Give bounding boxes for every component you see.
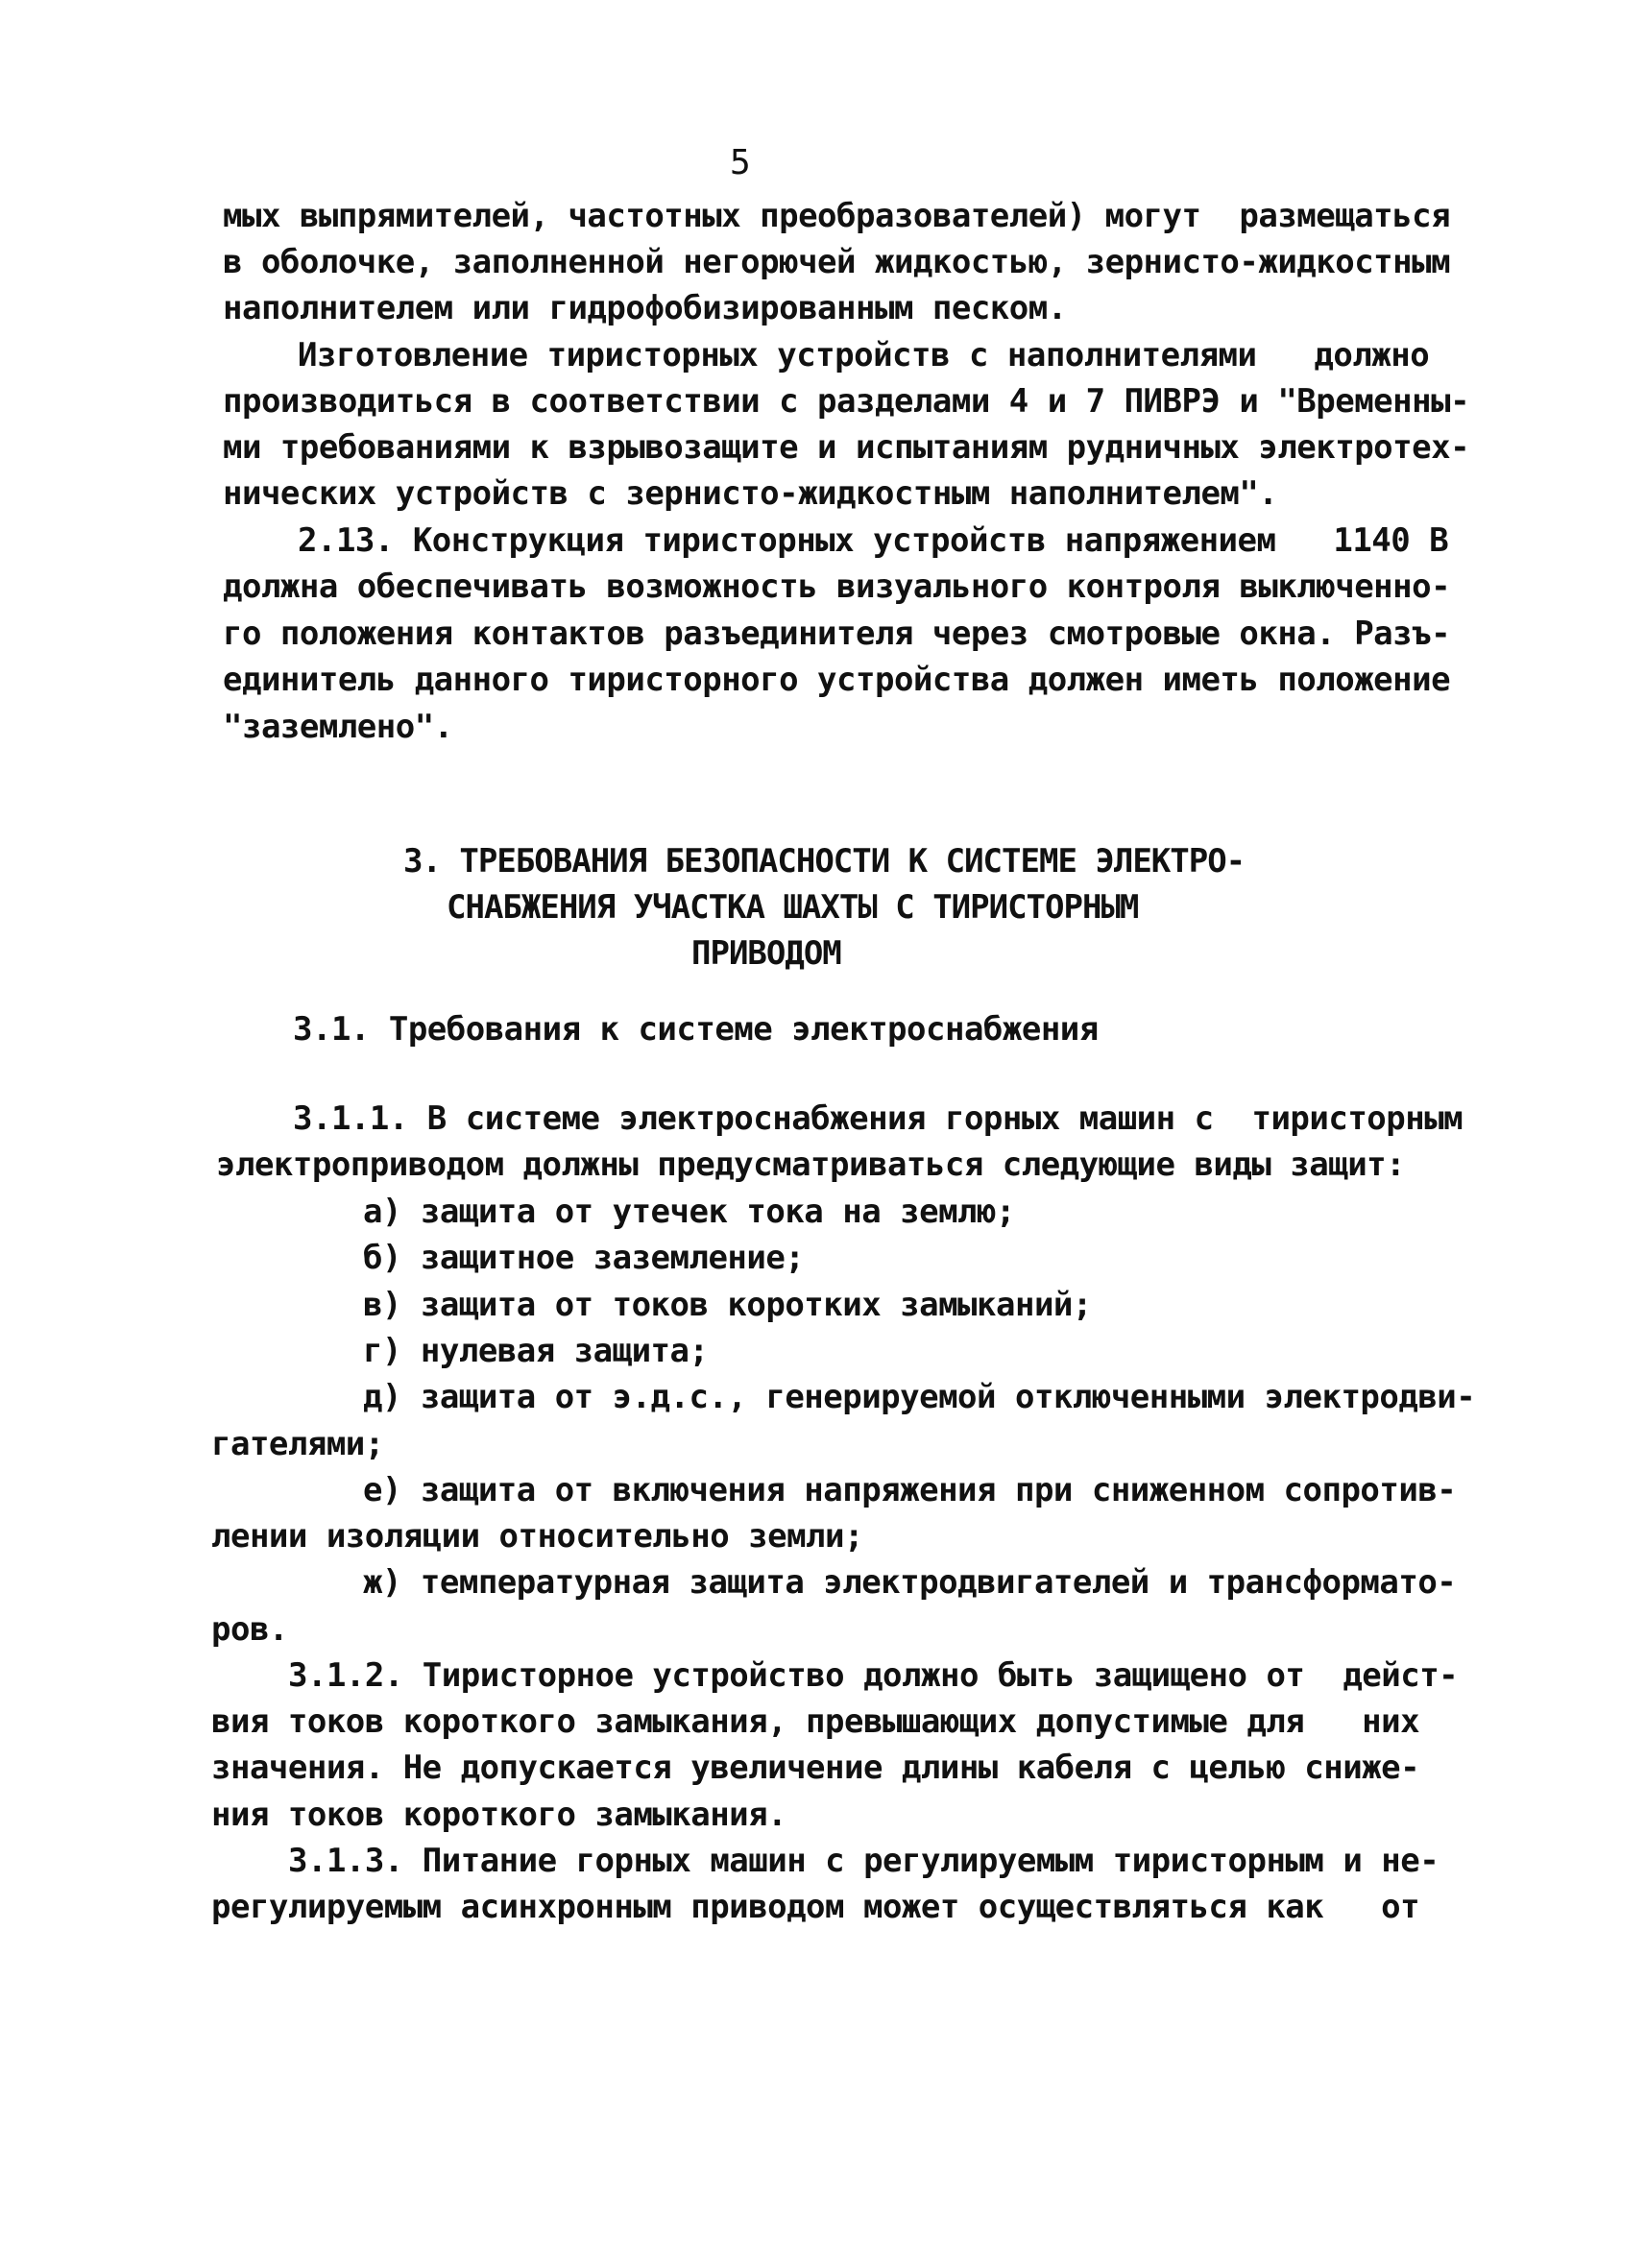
para-313-line-1: 3.1.3. Питание горных машин с регулируемым тиристорным и не- xyxy=(288,1842,1439,1880)
para1-line-1: мых выпрямителей, частотных преобразователей) могут размещаться xyxy=(223,197,1451,235)
list-item-e: е) защита от включения напряжения при сниженном сопротив- xyxy=(363,1471,1457,1509)
section-heading-line-3: ПРИВОДОМ xyxy=(691,934,841,973)
list-item-d: д) защита от э.д.с., генерируемой отключенными электродви- xyxy=(363,1378,1476,1416)
page-number: 5 xyxy=(730,143,751,182)
para-311-line-1: 3.1.1. В системе электроснабжения горных машин с тиристорным xyxy=(293,1099,1464,1138)
list-item-zh-cont: ров. xyxy=(211,1610,288,1649)
para-312-line-3: значения. Не допускается увеличение длины кабеля с целью сниже- xyxy=(211,1749,1420,1787)
para2-line-4: нических устройств с зернисто-жидкостным наполнителем". xyxy=(223,474,1278,513)
list-item-b: б) защитное заземление; xyxy=(363,1239,805,1277)
para-312-line-2: вия токов короткого замыкания, превышающих допустимые для них xyxy=(211,1702,1420,1741)
para2-line-3: ми требованиями к взрывозащите и испытаниям рудничных электротех- xyxy=(223,428,1470,467)
para-311-line-2: электроприводом должны предусматриваться следующие виды защит: xyxy=(216,1146,1406,1184)
list-item-zh: ж) температурная защита электродвигателей и трансформато- xyxy=(363,1563,1457,1602)
para2-line-2: производиться в соответствии с разделами 4 и 7 ПИВРЭ и "Временны- xyxy=(223,382,1470,421)
section-heading-line-1: 3. ТРЕБОВАНИЯ БЕЗОПАСНОСТИ К СИСТЕМЕ ЭЛЕКТРО- xyxy=(403,842,1246,881)
para3-line-3: го положения контактов разъединителя через смотровые окна. Разъ- xyxy=(223,615,1451,653)
para3-line-2: должна обеспечивать возможность визуального контроля выключенно- xyxy=(223,567,1451,606)
subsection-heading: 3.1. Требования к системе электроснабжения xyxy=(293,1010,1099,1049)
list-item-d-cont: гателями; xyxy=(211,1425,384,1463)
para-313-line-2: регулируемым асинхронным приводом может осуществляться как от xyxy=(211,1888,1420,1926)
para1-line-2: в оболочке, заполненной негорючей жидкостью, зернисто-жидкостным xyxy=(223,243,1451,281)
list-item-a: а) защита от утечек тока на землю; xyxy=(363,1193,1015,1231)
para-312-line-4: ния токов короткого замыкания. xyxy=(211,1796,787,1834)
para3-line-4: единитель данного тиристорного устройства должен иметь положение xyxy=(223,661,1451,699)
para3-line-1: 2.13. Конструкция тиристорных устройств напряжением 1140 В xyxy=(298,521,1449,560)
para2-line-1: Изготовление тиристорных устройств с наполнителями должно xyxy=(298,336,1430,374)
para-312-line-1: 3.1.2. Тиристорное устройство должно быть защищено от дейст- xyxy=(288,1656,1459,1695)
list-item-e-cont: лении изоляции относительно земли; xyxy=(211,1517,863,1556)
list-item-g: г) нулевая защита; xyxy=(363,1332,709,1370)
para3-line-5: "заземлено". xyxy=(223,708,453,746)
para1-line-3: наполнителем или гидрофобизированным песком. xyxy=(223,289,1067,327)
list-item-v: в) защита от токов коротких замыканий; xyxy=(363,1286,1092,1324)
section-heading-line-2: СНАБЖЕНИЯ УЧАСТКА ШАХТЫ С ТИРИСТОРНЫМ xyxy=(447,888,1139,927)
